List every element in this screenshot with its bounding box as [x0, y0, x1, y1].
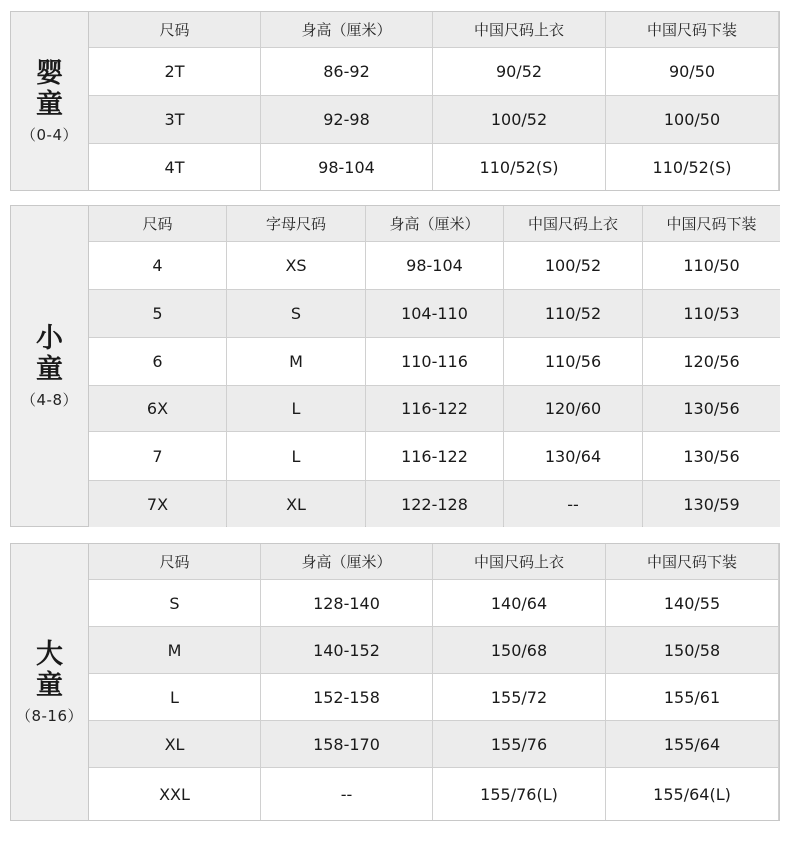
table-cell: 120/60 — [504, 386, 642, 431]
section-big-child — [10, 543, 780, 821]
table-cell: L — [227, 386, 365, 431]
table-cell: S — [227, 290, 365, 337]
table-cell: 140/55 — [606, 580, 778, 626]
table-cell: 110/52(S) — [606, 144, 778, 190]
table-cell: 4T — [89, 144, 260, 190]
section-infant — [10, 11, 780, 191]
table-cell: 7 — [89, 432, 226, 480]
table-cell: 98-104 — [261, 144, 432, 190]
column-header: 身高（厘米） — [261, 12, 432, 47]
table-cell: XS — [227, 242, 365, 289]
section-label — [11, 544, 88, 820]
table-cell: 98-104 — [366, 242, 503, 289]
section-age-range: （4-8） — [21, 390, 78, 409]
table-cell: 130/56 — [643, 386, 780, 431]
column-header: 中国尺码下装 — [643, 206, 780, 241]
table-cell: L — [227, 432, 365, 480]
table-cell: 155/76(L) — [433, 768, 605, 820]
table-cell: 116-122 — [366, 386, 503, 431]
table-cell: 150/68 — [433, 627, 605, 673]
table-cell: 122-128 — [366, 481, 503, 527]
table-cell: 92-98 — [261, 96, 432, 143]
table-cell: 155/76 — [433, 721, 605, 767]
column-header: 中国尺码下装 — [606, 544, 778, 579]
table-cell: S — [89, 580, 260, 626]
section-small-child — [10, 205, 780, 527]
column-header: 尺码 — [89, 206, 226, 241]
table-cell: 6 — [89, 338, 226, 385]
table-cell: M — [89, 627, 260, 673]
table-cell: 3T — [89, 96, 260, 143]
table-cell: 5 — [89, 290, 226, 337]
table-cell: 4 — [89, 242, 226, 289]
table-cell: 158-170 — [261, 721, 432, 767]
section-title-char: 童 — [36, 88, 63, 120]
column-header: 中国尺码上衣 — [504, 206, 642, 241]
column-header: 尺码 — [89, 544, 260, 579]
size-table — [88, 544, 779, 820]
table-cell: -- — [504, 481, 642, 527]
section-label — [11, 206, 88, 526]
section-title-char: 大 — [36, 638, 63, 670]
table-cell: 130/64 — [504, 432, 642, 480]
column-header: 字母尺码 — [227, 206, 365, 241]
table-cell: -- — [261, 768, 432, 820]
table-cell: 110/52 — [504, 290, 642, 337]
table-cell: 128-140 — [261, 580, 432, 626]
table-cell: 150/58 — [606, 627, 778, 673]
table-cell: 155/64 — [606, 721, 778, 767]
table-cell: 130/59 — [643, 481, 780, 527]
table-cell: M — [227, 338, 365, 385]
size-table — [88, 12, 779, 190]
table-cell: 100/52 — [433, 96, 605, 143]
column-header: 中国尺码上衣 — [433, 12, 605, 47]
table-cell: 110/52(S) — [433, 144, 605, 190]
table-cell: 86-92 — [261, 48, 432, 95]
column-header: 中国尺码上衣 — [433, 544, 605, 579]
table-cell: 140/64 — [433, 580, 605, 626]
column-header: 身高（厘米） — [366, 206, 503, 241]
column-header: 中国尺码下装 — [606, 12, 778, 47]
table-cell: 6X — [89, 386, 226, 431]
table-cell: 110/50 — [643, 242, 780, 289]
table-cell: XXL — [89, 768, 260, 820]
section-label — [11, 12, 88, 190]
table-cell: 90/50 — [606, 48, 778, 95]
column-header: 尺码 — [89, 12, 260, 47]
table-cell: 152-158 — [261, 674, 432, 720]
table-cell: 90/52 — [433, 48, 605, 95]
size-table — [88, 206, 780, 526]
table-cell: 2T — [89, 48, 260, 95]
table-cell: L — [89, 674, 260, 720]
table-cell: 110-116 — [366, 338, 503, 385]
section-title-char: 婴 — [36, 57, 63, 89]
table-cell: 110/56 — [504, 338, 642, 385]
section-age-range: （0-4） — [21, 125, 78, 144]
section-title-char: 童 — [36, 353, 63, 385]
section-title-char: 童 — [36, 669, 63, 701]
table-cell: 100/50 — [606, 96, 778, 143]
column-header: 身高（厘米） — [261, 544, 432, 579]
section-age-range: （8-16） — [15, 706, 84, 725]
table-cell: 7X — [89, 481, 226, 527]
table-cell: 130/56 — [643, 432, 780, 480]
table-cell: 155/64(L) — [606, 768, 778, 820]
table-cell: 155/61 — [606, 674, 778, 720]
table-cell: 104-110 — [366, 290, 503, 337]
table-cell: 140-152 — [261, 627, 432, 673]
table-cell: XL — [89, 721, 260, 767]
table-cell: 120/56 — [643, 338, 780, 385]
table-cell: XL — [227, 481, 365, 527]
section-title-char: 小 — [36, 322, 63, 354]
table-cell: 116-122 — [366, 432, 503, 480]
table-cell: 110/53 — [643, 290, 780, 337]
table-cell: 155/72 — [433, 674, 605, 720]
table-cell: 100/52 — [504, 242, 642, 289]
